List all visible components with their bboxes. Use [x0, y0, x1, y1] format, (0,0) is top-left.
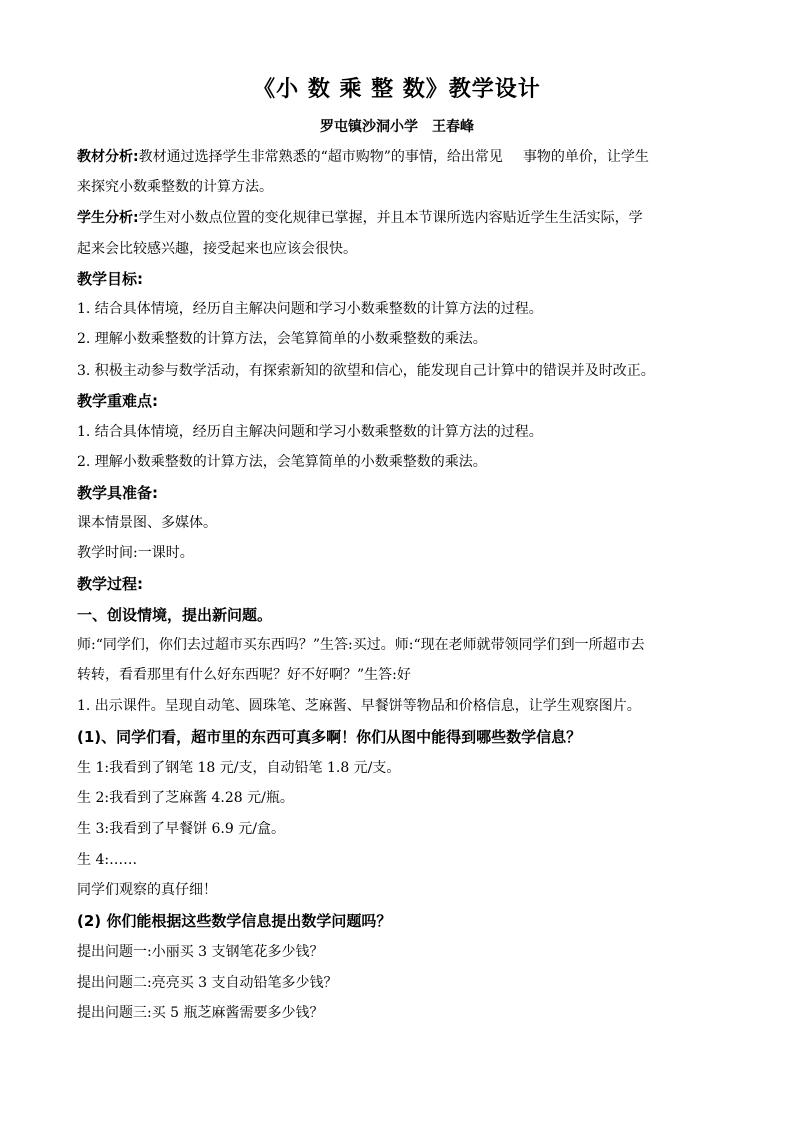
author-line: 罗屯镇沙洞小学 王春峰	[320, 119, 474, 135]
goal-item-2: 2. 理解小数乘整数的计算方法，会笔算简单的小数乘整数的乘法。	[77, 331, 487, 347]
goal-item-3: 3. 积极主动参与数学活动，有探索新知的欲望和信心，能发现自己计算中的错误并及时改正。	[77, 363, 655, 379]
question-1: (1)、同学们看，超市里的东西可真多啊！你们从图中能得到哪些数学信息？	[77, 728, 582, 746]
document-title: 《小 数 乘 整 数》教学设计	[253, 77, 541, 102]
goal-item-1: 1. 结合具体情境，经历自主解决问题和学习小数乘整数的计算方法的过程。	[77, 301, 543, 317]
answer-1: 生 1:我看到了钢笔 18 元/支，自动铅笔 1.8 元/支。	[77, 760, 401, 776]
posed-question-3: 提出问题三:买 5 瓶芝麻酱需要多少钱？	[77, 1005, 324, 1021]
student-analysis-line-2: 起来会比较感兴趣，接受起来也应该会很快。	[77, 241, 357, 257]
preparation-text: 课本情景图、多媒体。	[77, 515, 217, 531]
student-analysis-line-1	[77, 207, 725, 229]
student-analysis-text-1: 学生对小数点位置的变化规律已掌握，并且本节课所选内容贴近学生生活实际，学	[138, 210, 643, 226]
key-points-heading: 教学重难点:	[77, 392, 158, 410]
material-analysis-text-1a: 教材通过选择学生非常熟悉的“超市购物”的事情，给出常见	[138, 149, 503, 165]
key-point-item-2: 2. 理解小数乘整数的计算方法，会笔算简单的小数乘整数的乘法。	[77, 454, 487, 470]
answer-3: 生 3:我看到了早餐饼 6.9 元/盒。	[77, 821, 285, 837]
answer-2: 生 2:我看到了芝麻酱 4.28 元/瓶。	[77, 790, 294, 806]
posed-question-1: 提出问题一:小丽买 3 支钢笔花多少钱？	[77, 944, 324, 960]
posed-question-2: 提出问题二:亮亮买 3 支自动铅笔多少钱？	[77, 975, 338, 991]
material-analysis-label: 教材分析:	[77, 149, 139, 165]
process-heading: 教学过程:	[77, 575, 143, 593]
process-section-1: 一、创设情境，提出新问题。	[77, 606, 273, 624]
key-point-item-1: 1. 结合具体情境，经历自主解决问题和学习小数乘整数的计算方法的过程。	[77, 424, 543, 440]
step-1: 1. 出示课件。呈现自动笔、圆珠笔、芝麻酱、早餐饼等物品和价格信息，让学生观察图片。	[77, 698, 641, 714]
question-2: (2) 你们能根据这些数学信息提出数学问题吗？	[77, 912, 392, 930]
dialog-line-2: 转转，看看那里有什么好东西呢？好不好啊？”生答:好	[77, 667, 411, 683]
student-analysis-label: 学生分析:	[77, 210, 139, 226]
answer-4: 生 4:……	[77, 852, 138, 868]
goals-heading: 教学目标:	[77, 270, 143, 288]
teaching-time: 教学时间:一课时。	[77, 545, 194, 561]
praise-line: 同学们观察的真仔细！	[77, 882, 217, 898]
material-analysis-line-1	[77, 146, 725, 168]
material-analysis-line-2: 来探究小数乘整数的计算方法。	[77, 179, 273, 195]
dialog-line-1: 师:“同学们，你们去过超市买东西吗？”生答:买过。师:“现在老师就带领同学们到一所超市去	[77, 637, 645, 653]
preparation-heading: 教学具准备:	[77, 484, 158, 502]
material-analysis-text-1b: 事物的单价，让学生	[522, 149, 649, 165]
